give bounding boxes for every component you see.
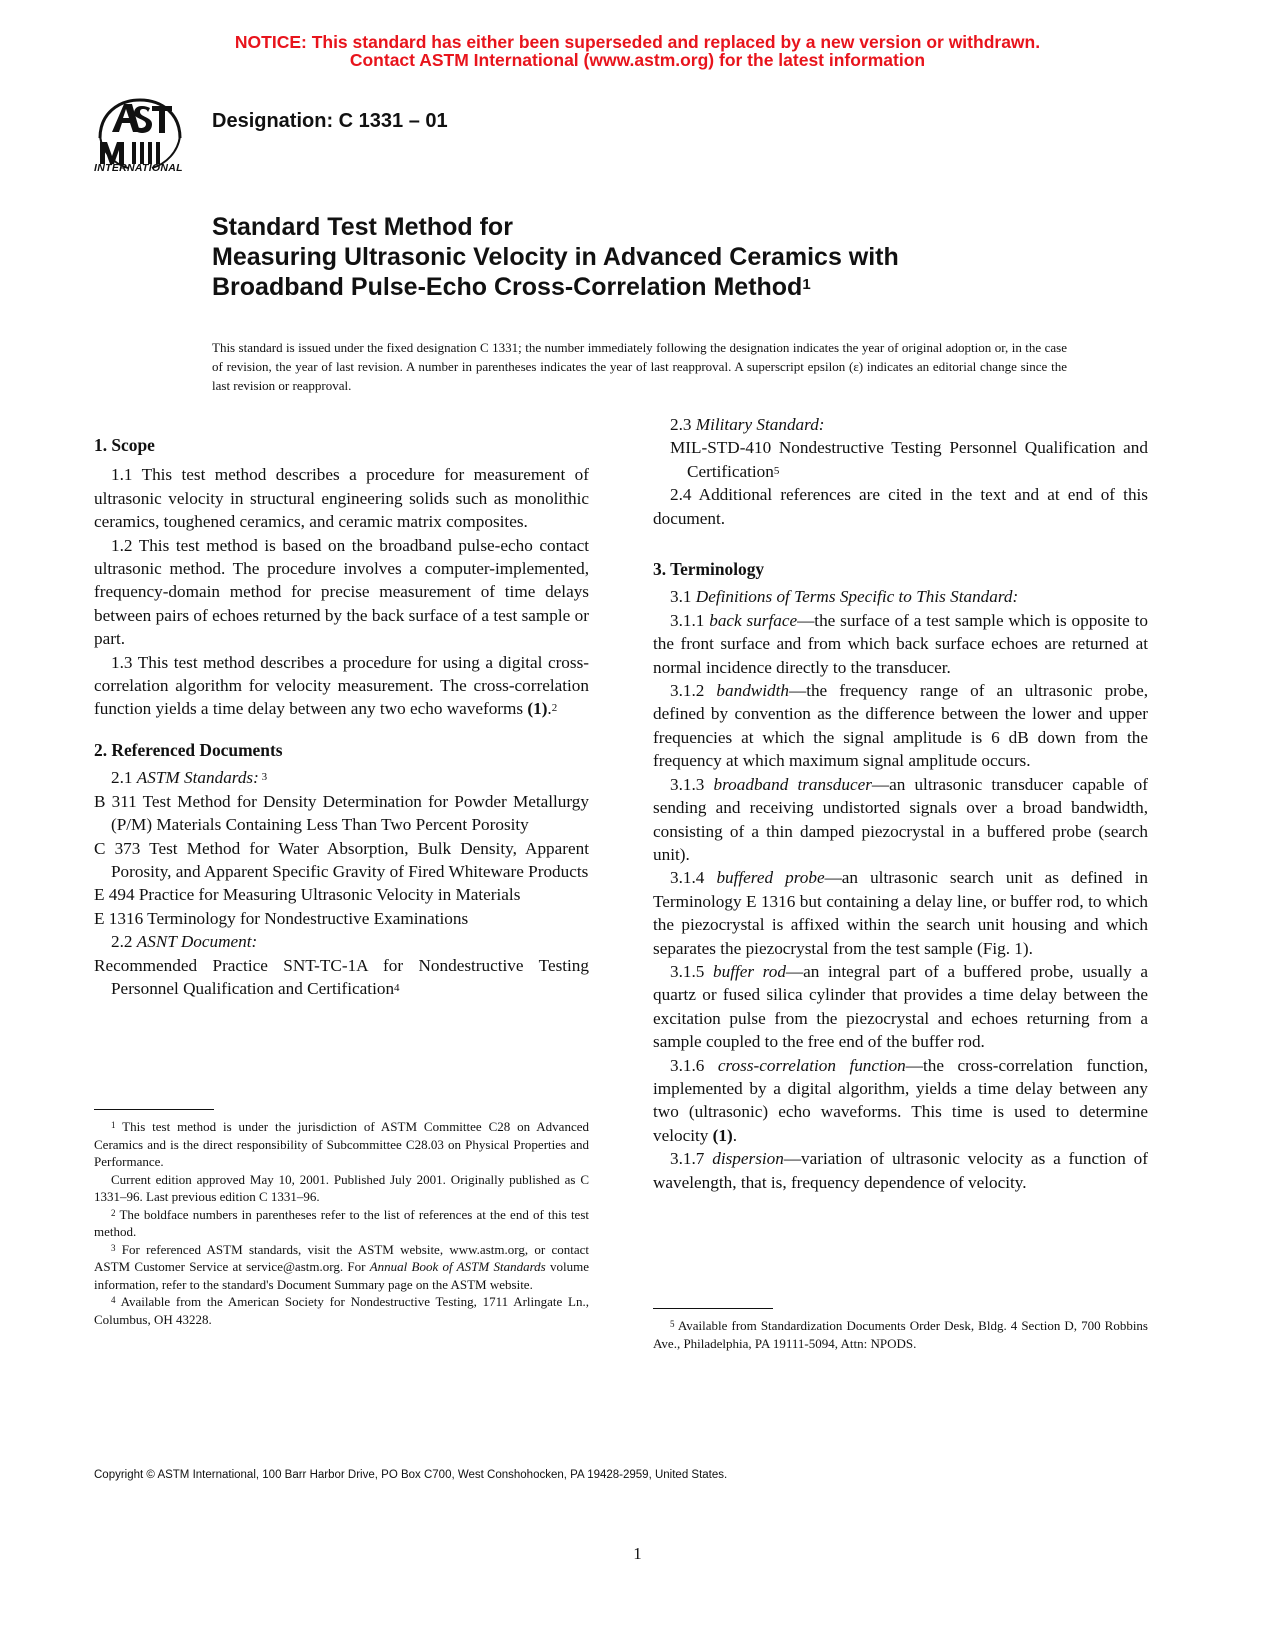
- ref-mil-std-410: [653, 436, 1148, 483]
- document-title: [212, 212, 899, 302]
- logo-text: INTERNATIONAL: [94, 162, 183, 174]
- issued-note: This standard is issued under the fixed designation C 1331; the number immediately following the designation indicates the year of original adoption or, in the case of revision, the year of last revision. A number in parentheses indicates the year of last reapproval. A superscript epsilon (ε) indicates an editorial change since the last revision or reapproval.: [212, 340, 1067, 393]
- def-num: 3.1.6: [670, 1055, 718, 1075]
- footnote-5: [653, 1317, 1148, 1352]
- def-num: 3.1.5: [670, 961, 713, 981]
- right-column: [653, 413, 1148, 1194]
- def-text: —an integral part of a buffered probe, usually a quartz or fused silica cylinder that provides a time delay between the excitation pulse from the piezocrystal and echoes returning from a sample coupled to the free end of the buffer rod.: [653, 961, 1149, 1052]
- astm-international-logo: [92, 92, 192, 182]
- definition-dispersion: [653, 1147, 1148, 1194]
- para-3-1-label: Definitions of Terms Specific to This Standard:: [695, 587, 1019, 607]
- def-term: bandwidth: [716, 681, 789, 701]
- para-2-3-num: 2.3: [670, 415, 696, 434]
- def-term: broadband transducer: [713, 774, 872, 794]
- def-text: —the frequency range of an ultrasonic probe, defined by convention as the difference between the lower and upper frequencies at which the signal amplitude is 6 dB down from the frequency at which maximum signal amplitude occurs.: [653, 681, 1149, 771]
- designation: Designation: C 1331 – 01: [212, 110, 448, 132]
- fn-text: Available from the American Society for Nondestructive Testing, 1711 Arlingate Ln., Columbus, OH 43228.: [94, 1294, 589, 1327]
- fn-mark: 2: [111, 1207, 116, 1218]
- def-text: —the cross-correlation function, implemented by a digital algorithm, yields a time delay between any two (ultrasonic) echo waveforms. This time is used to determine velocity: [653, 1055, 1149, 1145]
- para-2-1: [94, 766, 589, 789]
- definition-bandwidth: [653, 679, 1148, 773]
- fn-text-end: volume information, refer to the standard's Document Summary page on the ASTM website.: [94, 1259, 589, 1292]
- footnotes-right: [653, 1317, 1148, 1352]
- page-number: 1: [633, 1544, 642, 1563]
- para-1-3: [94, 651, 589, 721]
- definition-back-surface: [653, 609, 1148, 679]
- ref-mil-text: MIL-STD-410 Nondestructive Testing Personnel Qualification and Certification: [670, 438, 1148, 481]
- notice-line-1: NOTICE: This standard has either been superseded and replaced by a new version or withdrawn.: [234, 32, 1041, 52]
- reference-link[interactable]: (1): [527, 699, 548, 719]
- para-3-1-num: 3.1: [670, 587, 696, 607]
- left-column: [94, 434, 589, 1000]
- title-line-2: Measuring Ultrasonic Velocity in Advanced Ceramics with: [212, 243, 899, 271]
- footnote-1b: Current edition approved May 10, 2001. Published July 2001. Originally published as C 1331–96. Last previous edition C 1331–96.: [94, 1171, 589, 1204]
- reference-link[interactable]: (1): [712, 1125, 733, 1145]
- fn-text: Available from Standardization Documents Order Desk, Bldg. 4 Section D, 700 Robbins Ave., Philadelphia, PA 19111-5094, Attn: NPODS.: [653, 1318, 1148, 1351]
- para-1-3-end: .: [547, 699, 552, 719]
- def-num: 3.1.1: [670, 610, 710, 630]
- para-1-1: 1.1 This test method describes a procedure for measurement of ultrasonic velocity in structural engineering solids such as monolithic ceramics, toughened ceramics, and ceramic matrix composites.: [94, 465, 589, 532]
- terminology-heading: 3. Terminology: [653, 559, 765, 580]
- footnote-mark-5: 5: [773, 464, 780, 477]
- copyright-line: Copyright © ASTM International, 100 Barr Harbor Drive, PO Box C700, West Conshohocken, PA 19428-2959, United States.: [94, 1469, 728, 1481]
- notice-line-2: Contact ASTM International (www.astm.org) for the latest information: [349, 50, 926, 70]
- definition-buffer-rod: [653, 960, 1148, 1054]
- title-footnote-mark: 1: [802, 276, 811, 293]
- ref-e1316: E 1316 Terminology for Nondestructive Examinations: [94, 908, 469, 928]
- title-line-3: Broadband Pulse-Echo Cross-Correlation Method: [212, 273, 803, 301]
- def-num: 3.1.7: [670, 1149, 713, 1169]
- ref-snt-text: Recommended Practice SNT-TC-1A for Nondestructive Testing Personnel Qualification and Certification: [94, 955, 589, 998]
- def-term: back surface: [709, 610, 798, 630]
- def-term: dispersion: [712, 1149, 784, 1169]
- def-term: buffer rod: [713, 961, 786, 981]
- def-text: —an ultrasonic transducer capable of sending and receiving undistorted signals over a broad bandwidth, consisting of a thin damped piezocrystal in a buffered probe (search unit).: [653, 774, 1149, 864]
- def-text: —the surface of a test sample which is opposite to the front surface and from which back surface echoes are returned at normal incidence directly to the transducer.: [653, 610, 1149, 677]
- para-2-1-num: 2.1: [111, 768, 137, 788]
- para-2-2: [94, 930, 589, 953]
- footnote-3: [94, 1241, 589, 1294]
- footnotes-left: [94, 1118, 589, 1328]
- fn-text: The boldface numbers in parentheses refer to the list of references at the end of this test method.: [94, 1206, 589, 1239]
- fn-mark: 1: [111, 1120, 116, 1130]
- footnote-2: [94, 1206, 589, 1241]
- para-2-2-num: 2.2: [111, 932, 137, 952]
- para-2-1-label: ASTM Standards:: [136, 768, 259, 788]
- def-num: 3.1.2: [670, 681, 717, 701]
- title-line-1: Standard Test Method for: [212, 213, 513, 241]
- def-text: —an ultrasonic search unit as defined in Terminology E 1316 but containing a delay line, or buffer rod, to which the piezocrystal is affixed within the search unit housing and which separates the piezocrystal from the test sample (Fig. 1).: [653, 868, 1149, 958]
- footnote-mark-3: 3: [258, 771, 268, 784]
- para-2-2-label: ASNT Document:: [136, 932, 258, 952]
- footnote-1: [94, 1118, 589, 1171]
- ref-e494: E 494 Practice for Measuring Ultrasonic Velocity in Materials: [94, 885, 521, 905]
- fn-text: For referenced ASTM standards, visit the ASTM website, www.astm.org, or contact ASTM Customer Service at service@astm.org. For: [94, 1241, 590, 1274]
- def-term: cross-correlation function: [717, 1055, 906, 1075]
- fn-mark: 5: [670, 1319, 675, 1329]
- para-1-2: 1.2 This test method is based on the broadband pulse-echo contact ultrasonic method. The procedure involves a computer-implemented, frequency-domain method for precise measurement of time delays between pairs of echoes returned by the back surface of a test sample or part.: [94, 535, 589, 649]
- ref-b311: B 311 Test Method for Density Determination for Powder Metallurgy (P/M) Materials Containing Less Than Two Percent Porosity: [94, 791, 589, 835]
- para-3-1: [653, 585, 1148, 608]
- ref-snt-tc-1a: [94, 954, 589, 1001]
- para-2-3-label: Military Standard:: [695, 415, 825, 434]
- para-2-4: 2.4 Additional references are cited in the text and at end of this document.: [653, 485, 1148, 528]
- footnote-mark-4: 4: [394, 981, 400, 994]
- footnote-mark-2: 2: [551, 702, 558, 715]
- footnote-rule-left: [94, 1109, 214, 1110]
- para-1-3-text: 1.3 This test method describes a procedure for using a digital cross-correlation algorithm for velocity measurement. The cross-correlation function yields a time delay between any two echo waveforms: [94, 652, 589, 719]
- ref-c373: C 373 Test Method for Water Absorption, Bulk Density, Apparent Porosity, and Apparent Specific Gravity of Fired Whiteware Products: [94, 838, 589, 881]
- def-num: 3.1.4: [670, 868, 717, 888]
- definition-cross-correlation-function: [653, 1054, 1148, 1148]
- footnote-4: [94, 1293, 589, 1328]
- fn-mark: 4: [111, 1295, 116, 1305]
- fn-text: This test method is under the jurisdiction of ASTM Committee C28 on Advanced Ceramics and is the direct responsibility of Subcommittee C28.03 on Physical Properties and Performance.: [94, 1119, 589, 1169]
- def-text: —variation of ultrasonic velocity as a function of wavelength, that is, frequency dependence of velocity.: [653, 1149, 1148, 1192]
- footnote-rule-right: [653, 1308, 773, 1309]
- para-2-3: [653, 413, 1148, 436]
- def-term: buffered probe: [716, 868, 825, 888]
- definition-buffered-probe: [653, 866, 1148, 960]
- scope-heading: 1. Scope: [94, 435, 155, 455]
- refdocs-heading: 2. Referenced Documents: [94, 739, 283, 760]
- fn-italic: Annual Book of ASTM Standards: [369, 1259, 546, 1274]
- def-end: .: [732, 1125, 738, 1145]
- definition-broadband-transducer: [653, 773, 1148, 867]
- def-num: 3.1.3: [670, 774, 714, 794]
- fn-mark: 3: [111, 1242, 116, 1253]
